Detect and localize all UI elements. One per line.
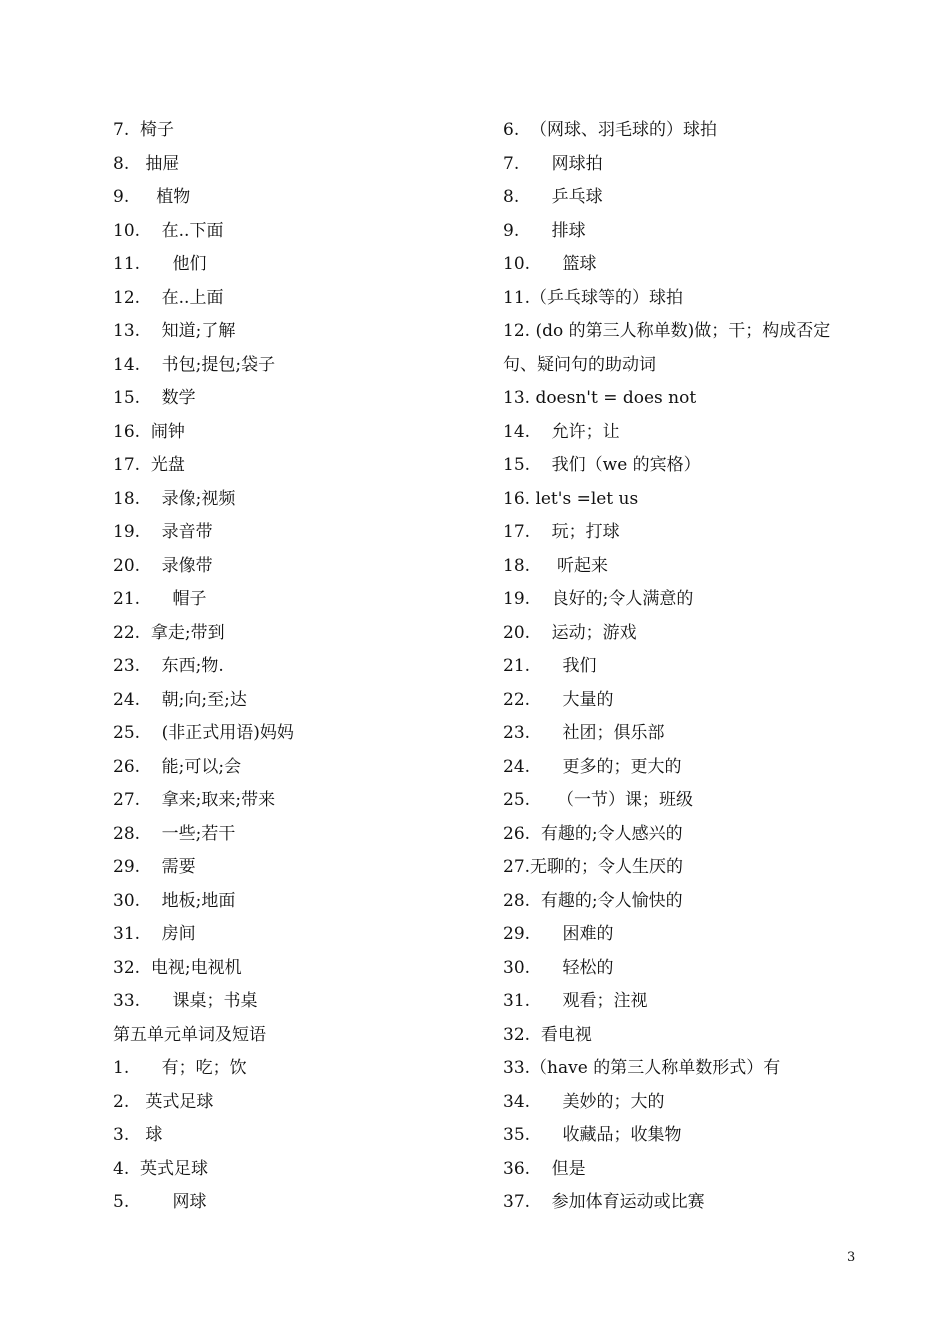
- vocab-entry: 16. let's =let us: [503, 488, 639, 509]
- vocab-entry: 4. 英式足球: [113, 1158, 209, 1179]
- vocab-entry: 18. 听起来: [503, 555, 609, 576]
- vocab-entry: 6. （网球、羽毛球的）球拍: [503, 120, 718, 140]
- vocab-entry: 29. 困难的: [503, 924, 614, 944]
- vocab-entry: 22. 拿走;带到: [113, 622, 225, 643]
- vocab-entry: 16. 闹钟: [113, 421, 185, 442]
- right-column: [503, 114, 863, 1220]
- vocab-entry: 17. 光盘: [113, 455, 185, 475]
- vocab-entry: 17. 玩；打球: [503, 522, 620, 542]
- vocab-entry: 37. 参加体育运动或比赛: [503, 1192, 705, 1212]
- vocab-entry: 25. （一节）课；班级: [503, 790, 694, 810]
- vocab-entry: 1. 有；吃；饮: [113, 1058, 247, 1078]
- vocab-entry: 32. 看电视: [503, 1024, 592, 1045]
- vocab-entry: 33. 课桌；书桌: [113, 991, 258, 1011]
- vocab-entry: 32. 电视;电视机: [113, 957, 242, 978]
- vocab-entry: 28. 一些;若干: [113, 823, 236, 844]
- vocab-entry: 14. 书包;提包;袋子: [113, 354, 276, 375]
- vocab-entry: 33.（have 的第三人称单数形式）有: [503, 1058, 781, 1078]
- vocab-entry: 36. 但是: [503, 1158, 586, 1179]
- vocab-entry: 29. 需要: [113, 857, 196, 877]
- vocab-entry: 8. 抽屉: [113, 153, 180, 174]
- vocab-entry: 14. 允许；让: [503, 421, 620, 442]
- vocab-entry: 18. 录像;视频: [113, 488, 236, 509]
- vocab-entry: 30. 轻松的: [503, 957, 614, 978]
- vocab-entry: 12. (do 的第三人称单数)做；干；构成否定句、疑问句的助动词: [503, 321, 831, 375]
- vocab-entry: 11.（乒乓球等的）球拍: [503, 287, 684, 308]
- vocab-entry: 25. (非正式用语)妈妈: [113, 723, 294, 743]
- vocab-entry: 26. 有趣的;令人感兴的: [503, 823, 683, 844]
- vocab-entry: 8. 乒乓球: [503, 187, 603, 207]
- vocab-entry: 20. 录像带: [113, 555, 213, 576]
- vocab-entry: 31. 房间: [113, 924, 196, 944]
- vocab-entry: 22. 大量的: [503, 689, 614, 710]
- vocab-entry: 35. 收藏品；收集物: [503, 1125, 682, 1145]
- vocab-entry: 30. 地板;地面: [113, 890, 236, 911]
- vocab-entry: 13. 知道;了解: [113, 321, 236, 341]
- vocab-entry: 15. 数学: [113, 388, 196, 408]
- vocab-entry: 27. 拿来;取来;带来: [113, 790, 276, 810]
- vocab-entry: 27.无聊的；令人生厌的: [503, 857, 684, 877]
- left-column: [113, 114, 483, 1220]
- vocab-entry: 26. 能;可以;会: [113, 756, 242, 777]
- vocab-entry: 19. 良好的;令人满意的: [503, 589, 694, 609]
- vocab-entry: 15. 我们（we 的宾格）: [503, 455, 701, 475]
- vocab-entry: 3. 球: [113, 1125, 163, 1145]
- vocab-entry: 7. 椅子: [113, 120, 175, 140]
- vocab-entry: 10. 在..下面: [113, 220, 224, 241]
- vocab-entry: 23. 社团；俱乐部: [503, 723, 665, 743]
- vocab-entry: 9. 排球: [503, 220, 586, 241]
- vocab-entry: 10. 篮球: [503, 254, 597, 274]
- vocab-entry: 11. 他们: [113, 254, 207, 274]
- vocab-entry: 7. 网球拍: [503, 153, 603, 174]
- vocab-entry: 5. 网球: [113, 1192, 207, 1212]
- vocab-entry: 21. 我们: [503, 656, 597, 676]
- vocab-entry: 24. 朝;向;至;达: [113, 689, 247, 710]
- vocab-entry: 31. 观看；注视: [503, 991, 648, 1011]
- vocab-entry: 第五单元单词及短语: [113, 1024, 266, 1045]
- vocab-entry: 28. 有趣的;令人愉快的: [503, 890, 683, 911]
- vocab-entry: 12. 在..上面: [113, 287, 224, 308]
- vocab-entry: 2. 英式足球: [113, 1091, 214, 1112]
- vocab-entry: 24. 更多的；更大的: [503, 756, 682, 777]
- vocab-entry: 20. 运动；游戏: [503, 622, 637, 643]
- vocab-entry: 34. 美妙的；大的: [503, 1091, 665, 1112]
- vocab-entry: 21. 帽子: [113, 589, 207, 609]
- vocab-entry: 19. 录音带: [113, 522, 213, 542]
- page-number: 3: [847, 1250, 856, 1265]
- vocab-entry: 9. 植物: [113, 187, 191, 207]
- vocab-entry: 23. 东西;物.: [113, 656, 224, 676]
- vocab-entry: 13. doesn't = does not: [503, 388, 697, 408]
